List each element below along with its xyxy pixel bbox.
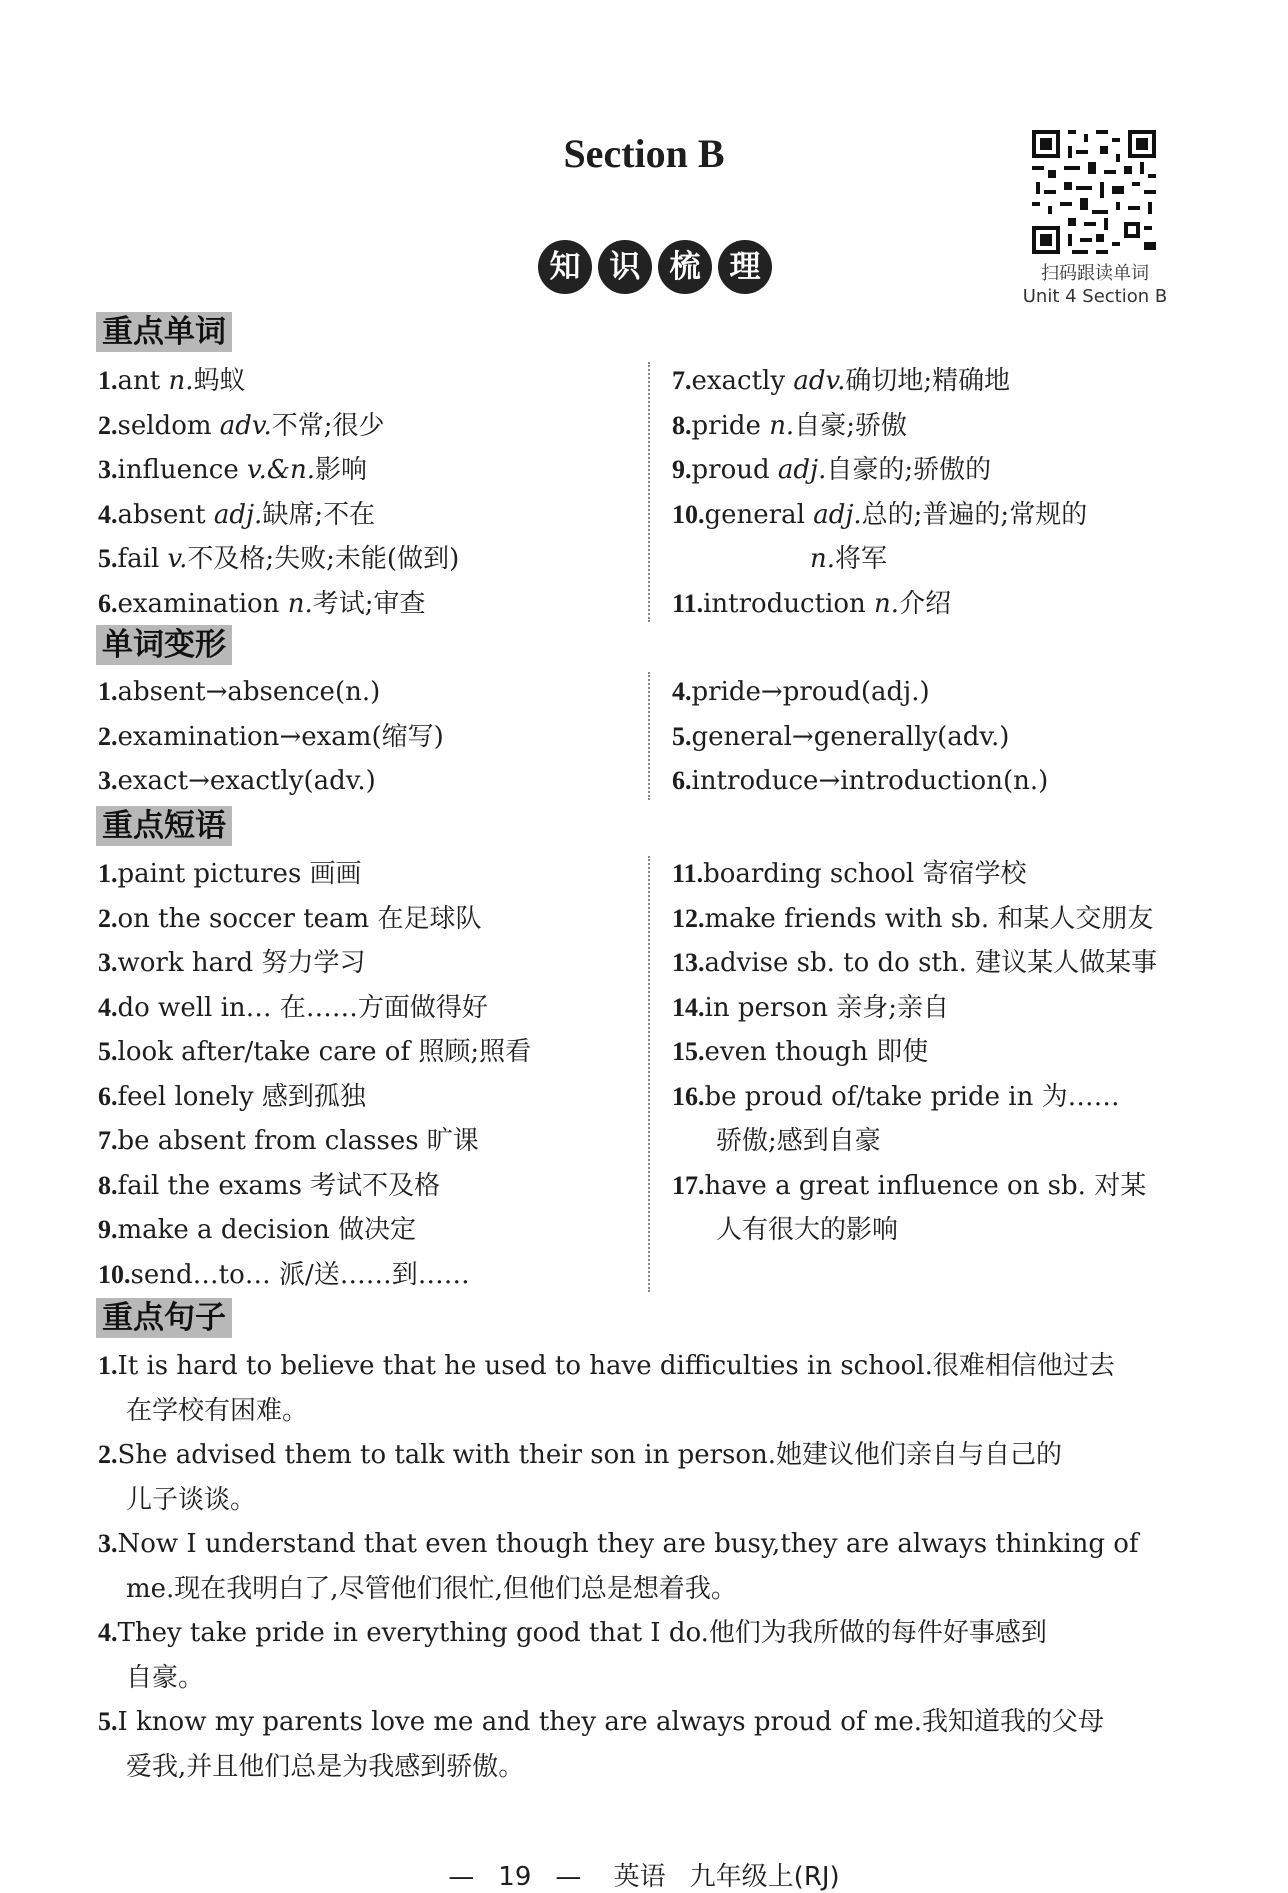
list-item: 5.fail v.不及格;失败;未能(做到) — [98, 544, 460, 574]
list-item: 13.advise sb. to do sth. 建议某人做某事 — [672, 948, 1158, 978]
qr-caption-line2: Unit 4 Section B — [1022, 286, 1168, 307]
list-item: 1.paint pictures 画画 — [98, 859, 362, 889]
list-item: 4.pride→proud(adj.) — [672, 677, 930, 707]
list-item: 11.introduction n.介绍 — [672, 588, 952, 619]
list-item: 3.work hard 努力学习 — [98, 948, 366, 978]
column-divider — [648, 856, 650, 1292]
list-item: 6.feel lonely 感到孤独 — [98, 1081, 366, 1112]
badge-char: 梳 — [658, 240, 712, 294]
key-phrases-heading: 重点短语 — [96, 806, 232, 846]
list-item: 3.exact→exactly(adv.) — [98, 766, 376, 796]
sentence-item: 4.They take pride in everything good that I do.他们为我所做的每件好事感到 自豪。 — [98, 1618, 1047, 1693]
key-phrases-left — [98, 852, 638, 1297]
list-item: 7.exactly adv.确切地;精确地 — [672, 366, 1011, 396]
list-item: 9.make a decision 做决定 — [98, 1215, 417, 1245]
list-item: 5.general→generally(adv.) — [672, 721, 1010, 752]
sentence-item: 3.Now I understand that even though they are busy,they are always thinking of me.现在我明白了,尽管他们很忙,但他们总是想着我。 — [98, 1529, 1139, 1604]
list-item: 4.absent adj.缺席;不在 — [98, 499, 376, 530]
list-item: 1.ant n.蚂蚁 — [98, 366, 246, 396]
sentence-item: 1.It is hard to believe that he used to have difficulties in school.很难相信他过去 在学校有困难。 — [98, 1351, 1115, 1426]
list-item: 12.make friends with sb. 和某人交朋友 — [672, 903, 1154, 934]
list-item-continuation: 人有很大的影响 — [716, 1215, 899, 1245]
key-words-right — [672, 359, 1202, 626]
key-sentences-heading: 重点句子 — [96, 1298, 232, 1338]
list-item: 14.in person 亲身;亲自 — [672, 992, 950, 1023]
list-item: 7.be absent from classes 旷课 — [98, 1126, 479, 1156]
word-forms-left — [98, 670, 638, 804]
knowledge-summary-badges — [538, 240, 772, 294]
sentence-item: 5.I know my parents love me and they are always proud of me.我知道我的父母 爱我,并且他们总是为我感到骄傲。 — [98, 1707, 1105, 1782]
key-words-left — [98, 359, 638, 626]
list-item: 1.absent→absence(n.) — [98, 677, 381, 707]
column-divider — [648, 672, 650, 800]
key-phrases-right — [672, 852, 1202, 1253]
list-item: 8.pride n.自豪;骄傲 — [672, 410, 907, 441]
badge-char: 知 — [538, 240, 592, 294]
list-item: 3.influence v.&n.影响 — [98, 455, 368, 485]
list-item: 6.introduce→introduction(n.) — [672, 766, 1049, 796]
footer-subject: 英语 — [613, 1862, 666, 1892]
list-item: 5.look after/take care of 照顾;照看 — [98, 1037, 532, 1067]
qr-caption-line1: 扫码跟读单词 — [1041, 263, 1149, 284]
list-item: 2.on the soccer team 在足球队 — [98, 903, 482, 934]
list-item: 8.fail the exams 考试不及格 — [98, 1170, 441, 1201]
list-item: 15.even though 即使 — [672, 1037, 929, 1067]
list-item: 9.proud adj.自豪的;骄傲的 — [672, 455, 992, 485]
key-words-heading: 重点单词 — [96, 312, 232, 352]
badge-char: 理 — [718, 240, 772, 294]
qr-code-icon[interactable] — [1028, 126, 1160, 258]
list-item: 11.boarding school 寄宿学校 — [672, 859, 1027, 889]
list-item-continuation: n.将军 — [810, 544, 888, 574]
list-item: 16.be proud of/take pride in 为…… — [672, 1081, 1120, 1112]
sentence-item: 2.She advised them to talk with their son in person.她建议他们亲自与自己的 儿子谈谈。 — [98, 1440, 1063, 1515]
page-footer: — 19 — 英语 九年级上(RJ) — [448, 1862, 840, 1892]
list-item: 10.general adj.总的;普遍的;常规的 — [672, 499, 1088, 530]
page-title: Section B — [563, 131, 725, 176]
footer-grade: 九年级上(RJ) — [689, 1862, 840, 1892]
word-forms-right — [672, 670, 1202, 804]
list-item: 4.do well in… 在……方面做得好 — [98, 992, 488, 1023]
list-item: 2.seldom adv.不常;很少 — [98, 410, 385, 441]
list-item: 6.examination n.考试;审查 — [98, 588, 426, 619]
column-divider — [648, 362, 650, 622]
list-item: 10.send…to… 派/送……到…… — [98, 1259, 470, 1290]
word-forms-heading: 单词变形 — [96, 625, 232, 665]
badge-char: 识 — [598, 240, 652, 294]
list-item: 2.examination→exam(缩写) — [98, 721, 444, 752]
list-item: 17.have a great influence on sb. 对某 — [672, 1170, 1147, 1201]
page-number: 19 — [498, 1862, 532, 1892]
list-item-continuation: 骄傲;感到自豪 — [716, 1126, 881, 1156]
